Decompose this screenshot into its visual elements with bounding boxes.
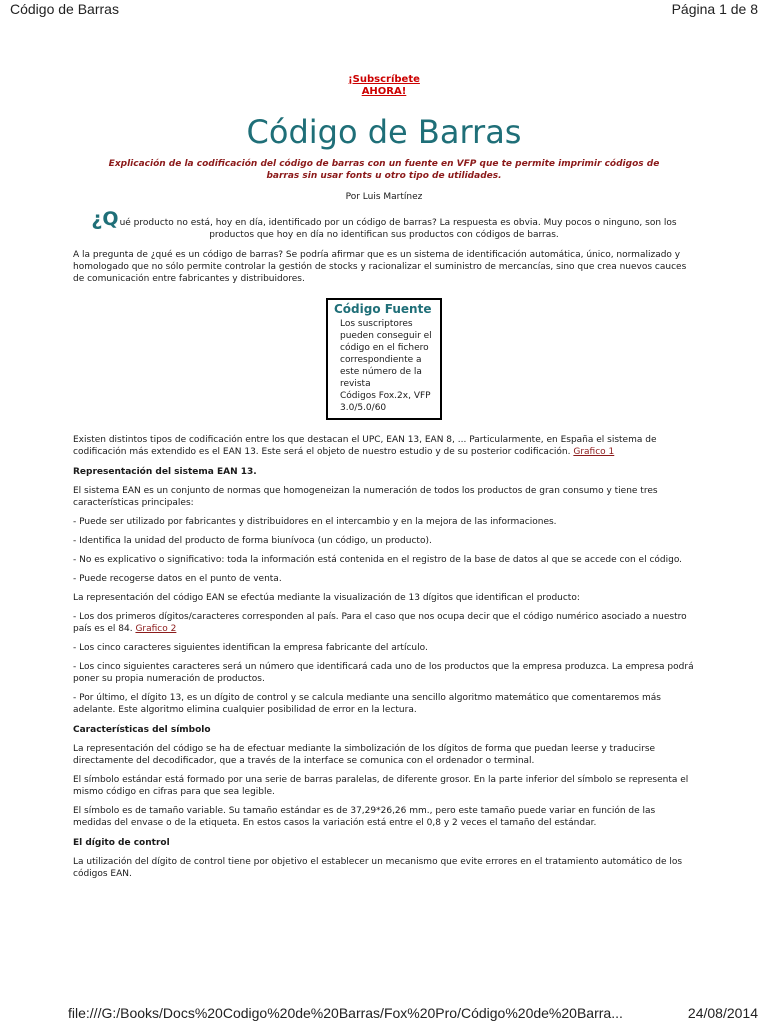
- grafico-1-link[interactable]: Grafico 1: [573, 447, 615, 457]
- article-subtitle: Explicación de la codificación del código de barras con un fuente en VFP que te permite imprimir códigos de barras sin usar fonts u otro tipo de utilidades.: [108, 159, 660, 181]
- footer-file-path: file:///G:/Books/Docs%20Codigo%20de%20Barras/Fox%20Pro/Código%20de%20Barra...: [68, 1005, 623, 1021]
- paragraph-standard-symbol: El símbolo estándar está formado por una serie de barras paralelas, de diferente grosor. En la parte inferior del símbolo se representa el mismo código en cifras para que sea legible.: [73, 775, 689, 797]
- heading-symbol: Características del símbolo: [73, 725, 211, 735]
- paragraph-control-digit: La utilización del dígito de control tiene por objetivo el establecer un mecanismo que evite errores en el tratamiento automático de los códigos EAN.: [73, 857, 683, 879]
- list-item: - No es explicativo o significativo: toda la información está contenida en el registro de la base de datos al que se accede con el código.: [73, 555, 683, 565]
- heading-control-digit: El dígito de control: [73, 838, 170, 848]
- paragraph-types: [73, 434, 695, 458]
- paragraph-definition: A la pregunta de ¿qué es un código de barras? Se podría afirmar que es un sistema de identificación automática, único, normalizado y homologado que no sólo permite controlar la gestión de stocks y racionalizar el suministro de mercancías, sino que crea nuevos cauces de comunicación entre fabricantes y distribuidores.: [73, 250, 687, 284]
- source-box-body: [340, 318, 436, 414]
- paragraph-symbol-size: El símbolo es de tamaño variable. Su tamaño estándar es de 37,29*26,26 mm., pero este tamaño puede variar en función de las medidas del envase o de la etiqueta. En estos casos la variación está entre el 0,8 y 2 veces el tamaño del estándar.: [73, 806, 656, 828]
- list-item: - Puede recogerse datos en el punto de venta.: [73, 574, 282, 584]
- list-item: - Puede ser utilizado por fabricantes y distribuidores en el intercambio y en la mejora de las informaciones.: [73, 517, 557, 527]
- article-author: Por Luis Martínez: [345, 192, 423, 202]
- list-item: [73, 611, 695, 635]
- paragraph-ean-system: El sistema EAN es un conjunto de normas que homogeneizan la numeración de todos los productos de gran consumo y tiene tres características principales:: [73, 486, 658, 508]
- footer-date: 24/08/2014: [687, 1005, 758, 1021]
- grafico-2-link[interactable]: Grafico 2: [135, 624, 177, 634]
- subscribe-promo: [73, 74, 695, 98]
- source-box-title: Código Fuente: [334, 302, 432, 316]
- paragraph-types-text: Existen distintos tipos de codificación entre los que destacan el UPC, EAN 13, EAN 8, ... Particularmente, en España el sistema de codificación más extendido es el EAN 13. Este será el objeto de nuestro estudio y de su posterior codificación.: [73, 435, 657, 457]
- paragraph-ean-representation: La representación del código EAN se efectúa mediante la visualización de 13 dígitos que identifican el producto:: [73, 593, 580, 603]
- subscribe-link-line1[interactable]: ¡Subscríbete: [348, 74, 420, 85]
- source-box-versions: Códigos Fox.2x, VFP 3.0/5.0/60: [340, 391, 431, 413]
- intro-paragraph: [73, 208, 695, 241]
- country-digits-text: - Los dos primeros dígitos/caracteres corresponden al país. Para el caso que nos ocupa decir que el código numérico asociado a nuestro país es el 84.: [73, 612, 687, 634]
- article-title: Código de Barras: [246, 113, 522, 151]
- print-footer: [0, 1005, 768, 1024]
- heading-ean13: Representación del sistema EAN 13.: [73, 467, 257, 477]
- source-box-text: Los suscriptores pueden conseguir el código en el fichero correspondiente a este número de la revista: [340, 319, 432, 389]
- header-page-number: Página 1 de 8: [671, 1, 758, 17]
- list-item: - Los cinco siguientes caracteres será un número que identificará cada uno de los productos que la empresa produzca. La empresa podrá poner su propia numeración de productos.: [73, 662, 694, 684]
- article: [73, 74, 695, 880]
- intro-text: ué producto no está, hoy en día, identificado por un código de barras? La respuesta es obvia. Muy pocos o ninguno, son los productos que hoy en día no identifican sus productos con códigos de barras.: [119, 218, 677, 240]
- drop-cap: ¿Q: [91, 208, 119, 230]
- paragraph-symbol: La representación del código se ha de efectuar mediante la simbolización de los dígitos de forma que puedan leerse y traducirse directamente del decodificador, que a través de la interface se comunica con el ordenador o terminal.: [73, 744, 656, 766]
- list-item: - Por último, el dígito 13, es un dígito de control y se calcula mediante una sencillo algoritmo matemático que comentaremos más adelante. Este algoritmo elimina cualquier posibilidad de error en la lectura.: [73, 693, 661, 715]
- list-item: - Los cinco caracteres siguientes identifican la empresa fabricante del artículo.: [73, 643, 428, 653]
- subscribe-link-line2[interactable]: AHORA!: [361, 86, 407, 97]
- list-item: - Identifica la unidad del producto de forma biunívoca (un código, un producto).: [73, 536, 432, 546]
- header-doc-title: Código de Barras: [10, 1, 119, 17]
- source-code-box: [326, 298, 442, 420]
- print-header: [0, 0, 768, 20]
